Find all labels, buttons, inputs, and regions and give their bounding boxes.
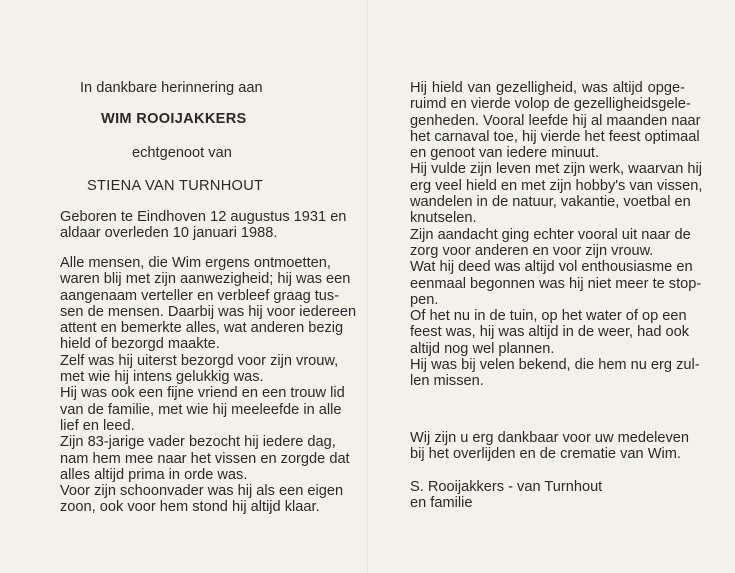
intro-line: In dankbare herinnering aan [80,80,263,96]
text-line: Wij zijn u erg dankbaar voor uw medeleven [410,430,690,446]
text-line: zoon, ook voor hem stond hij altijd klaar. [60,499,320,516]
text-line: knutselen. [410,210,477,227]
text-line: len missen. [410,373,484,390]
text-line: genheden. Vooral leefde hij al maanden naar [410,112,701,129]
text-line: waren blij met zijn aanwezigheid; hij was een [60,271,351,288]
text-line: Zijn aandacht ging echter vooral uit naar de [410,226,691,243]
text-line: wandelen in de natuur, vakantie, voetbal en [410,194,691,211]
signature-line: S. Rooijakkers - van Turnhout [410,479,603,495]
text-line: zorg voor anderen en voor zijn vrouw. [410,242,654,259]
text-line: het carnaval toe, hij vierde het feest optimaal [410,128,700,145]
text-line: altijd nog wel plannen. [410,340,555,357]
text-line: Of het nu in de tuin, op het water of op een [410,308,687,325]
text-line: Hij vulde zijn leven met zijn werk, waarvan hij [410,161,702,178]
text-line: eenmaal begonnen was hij niet meer te stop- [410,275,702,292]
text-line: en genoot van iedere minuut. [410,145,600,162]
text-line: pen. [410,291,439,308]
deceased-name: WIM ROOIJAKKERS [101,111,247,127]
text-line: bij het overlijden en de crematie van Wim. [410,446,681,463]
text-line: met wie hij intens gelukkig was. [60,369,264,386]
birth-death-paragraph [60,209,347,242]
text-line: Hij hield van gezelligheid, was altijd opge- [410,80,685,96]
text-line: van de familie, met wie hij meeleefde in alle [60,401,342,418]
right-body-text [410,80,703,390]
text-line: erg veel hield en met zijn hobby's van vissen, [410,177,703,194]
text-line: alles altijd prima in orde was. [60,466,248,483]
text-line: sen de mensen. Daarbij was hij voor iedereen [60,303,357,320]
text-line: Wat hij deed was altijd vol enthousiasme en [410,259,693,276]
card-fold [367,0,368,573]
text-line: Hij was bij velen bekend, die hem nu erg zul- [410,357,700,374]
text-line: Zijn 83-jarige vader bezocht hij iedere dag, [60,434,336,451]
text-line: lief en leed. [60,417,135,434]
text-line: aangenaam verteller en verbleef graag tus- [60,287,340,304]
text-line: ruimd en vierde volop de gezelligheidsgele- [410,96,691,113]
text-line: Hij was ook een fijne vriend en een trouw lid [60,385,345,402]
text-line: hield of bezorgd maakte. [60,336,220,353]
text-line: Voor zijn schoonvader was hij als een eigen [60,483,344,500]
signature-line: en familie [410,495,473,512]
text-line: attent en bemerkte alles, wat anderen bezig [60,320,344,337]
spouse-name: STIENA VAN TURNHOUT [87,178,264,194]
text-line: nam hem mee naar het vissen en zorgde dat [60,450,350,467]
spouse-relation: echtgenoot van [132,145,232,161]
signature [410,479,685,512]
text-line: Alle mensen, die Wim ergens ontmoetten, [60,255,331,271]
text-line: aldaar overleden 10 januari 1988. [60,225,278,242]
thanks-text [410,430,690,463]
text-line: Geboren te Eindhoven 12 augustus 1931 en [60,209,347,225]
left-body-text [60,255,357,516]
text-line: feest was, hij was altijd in de weer, had ook [410,324,690,341]
text-line: Zelf was hij uiterst bezorgd voor zijn vrouw, [60,352,339,369]
